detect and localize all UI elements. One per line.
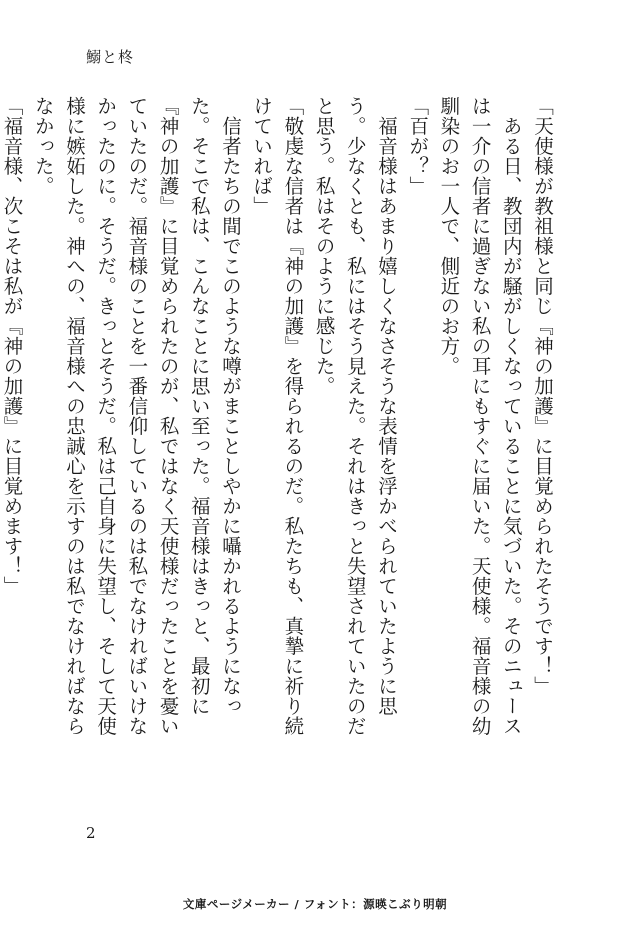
paragraph: ある日、教団内が騒がしくなっていることに気づいた。そのニュースは一介の信者に過ぎない私の耳にもすぐに届いた。天使様。福音様の幼馴染のお一人で、側近のお方。: [437, 96, 523, 736]
page-header-title: 鰯と柊: [86, 48, 135, 66]
page-footer-credit: 文庫ページメーカー / フォント：源暎こぶり明朝: [182, 897, 448, 911]
paragraph: 「福音様、次こそは私が『神の加護』に目覚めます！」: [0, 96, 24, 596]
paragraph: 「百が？」: [406, 96, 430, 196]
paragraph: 福音様はあまり嬉しくなさそうな表情を浮かべられていたように思う。少なくとも、私にはそう見えた。それはきっと失望されていたのだと思う。私はそのように感じた。: [312, 96, 398, 736]
paragraph: 信者たちの間でこのような噂がまことしやかに囁かれるようになった。そこで私は、こんなことに思い至った。福音様はきっと、最初に『神の加護』に目覚められたのが、私ではなく天使様だったことを憂いていたのだ。福音様のことを一番信仰しているのは私でなければいけなかったのに。そうだ。きっとそうだ。私は己自身に失望し、そして天使様に嫉妬した。神への、福音様への忠誠心を示すのは私でなければならなかった。: [31, 96, 242, 736]
page-number: 2: [86, 824, 96, 842]
paragraph: 「敬虔な信者は『神の加護』を得られるのだ。私たちも、真摯に祈り続けていれば」: [250, 96, 305, 736]
body-text: [0, 96, 558, 736]
paragraph: 「天使様が教祖様と同じ『神の加護』に目覚められたそうです！」: [531, 96, 554, 696]
